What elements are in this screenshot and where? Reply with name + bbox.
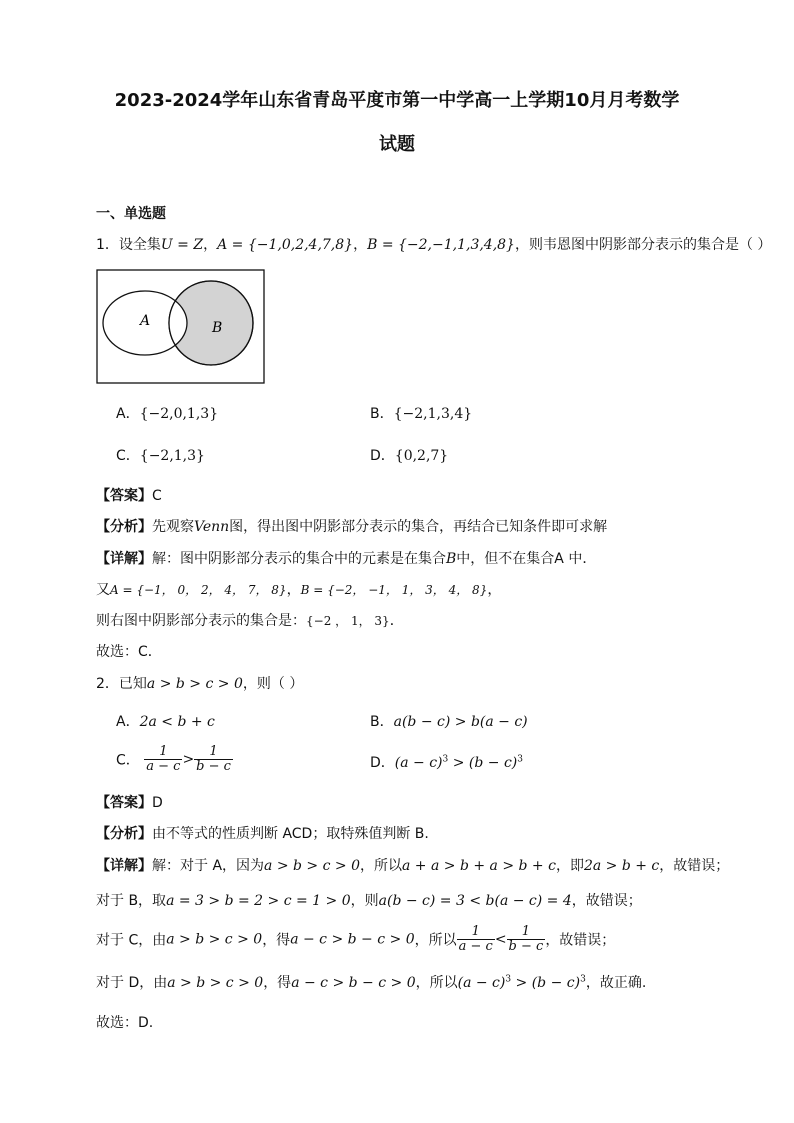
venn-diagram <box>96 269 266 385</box>
q1-option-d: D．{0,2,7} <box>370 448 449 464</box>
q2-answer: 【答案】D <box>96 795 163 811</box>
q2-stem: 2．已知a > b > c > 0，则（ ） <box>96 676 304 692</box>
q2-detail-3-frac2: $\frac{1}{b - c}$ <box>508 924 544 954</box>
q1-analysis: 【分析】先观察Venn图，得出图中阴影部分表示的集合，再结合已知条件即可求解 <box>96 519 608 535</box>
q2-option-c: C． $\frac{1}{a - c}$ > $\frac{1}{b - c}$ <box>116 744 231 774</box>
q1-b-def: B = {−2,−1,1,3,4,8} <box>367 237 515 253</box>
doc-title-line1: 2023-2024学年山东省青岛平度市第一中学高一上学期10月月考数学 <box>114 90 680 111</box>
q2-detail-3: 对于 C，由a > b > c > 0，得a − c > b − c > 0，所以 $\frac{1}{a - c}$ < $\frac{1}{b - c}$ ，故错误； <box>96 924 616 954</box>
q2-option-c-frac1: $\frac{1}{a - c}$ <box>146 744 181 774</box>
q1-number: 1．设全集 <box>96 237 161 253</box>
q1-a-def: A = {−1,0,2,4,7,8} <box>217 237 354 253</box>
q2-option-b: B．a(b − c) > b(a − c) <box>370 714 528 730</box>
q1-detail-2: 又A = {−1， 0， 2， 4， 7， 8}，B = {−2， −1， 1， 3， 4， 8}， <box>96 582 502 598</box>
q1-option-c: C．{−2,1,3} <box>116 448 205 464</box>
doc-title-line2: 试题 <box>379 134 415 155</box>
venn-label-b: B <box>212 320 223 336</box>
venn-label-a: A <box>140 313 151 329</box>
q1-conclusion: 故选：C． <box>96 644 162 660</box>
q2-detail-2: 对于 B，取a = 3 > b = 2 > c = 1 > 0，则a(b − c) = 3 < b(a − c) = 4，故错误； <box>96 893 642 909</box>
q2-conclusion: 故选：D. <box>96 1015 154 1031</box>
q1-detail-3: 则右图中阴影部分表示的集合是：{−2 ， 1， 3}． <box>96 613 404 629</box>
q1-option-b: B．{−2,1,3,4} <box>370 406 473 422</box>
q2-option-a: A．2a < b + c <box>116 714 215 730</box>
q1-sep2: ， <box>353 237 368 253</box>
q2-analysis: 【分析】由不等式的性质判断 ACD；取特殊值判断 B. <box>96 826 429 842</box>
q2-option-d: D．$(a - c)^3 > (b - c)^3$ <box>370 754 523 771</box>
q2-option-c-frac2: $\frac{1}{b - c}$ <box>196 744 231 774</box>
q1-detail-1: 【详解】解：图中阴影部分表示的集合中的元素是在集合B中，但不在集合A 中． <box>96 551 597 567</box>
q1-stem-end: ，则韦恩图中阴影部分表示的集合是（ ） <box>514 237 772 253</box>
q1-option-a: A．{−2,0,1,3} <box>116 406 219 422</box>
q1-stem <box>96 234 771 254</box>
q2-detail-1: 【详解】解：对于 A，因为a > b > c > 0，所以a + a > b + a > b + c，即2a > b + c，故错误； <box>96 858 730 874</box>
q2-detail-3-frac1: $\frac{1}{a - c}$ <box>458 924 493 954</box>
q1-sep1: ， <box>203 237 218 253</box>
q1-u-def: U = Z <box>160 237 204 253</box>
q2-detail-4: 对于 D，由a > b > c > 0，得a − c > b − c > 0，所以$(a - c)^3 > (b - c)^3$，故正确. <box>96 974 647 991</box>
section-heading: 一、单选题 <box>96 206 166 222</box>
q1-answer: 【答案】C <box>96 488 162 504</box>
